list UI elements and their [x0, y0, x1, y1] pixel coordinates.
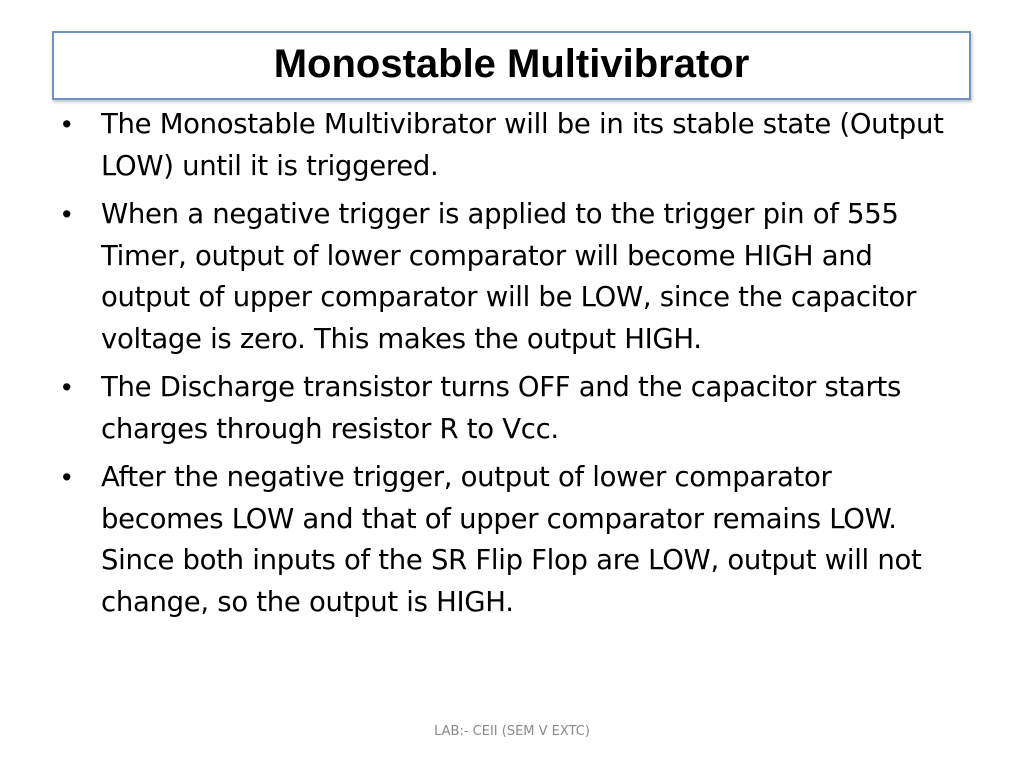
bullet-text: The Monostable Multivibrator will be in its stable state (Output LOW) until it is triggered.	[101, 108, 944, 182]
bullet-text: The Discharge transistor turns OFF and the capacitor starts charges through resistor R to Vcc.	[101, 371, 901, 445]
slide-footer: LAB:- CEII (SEM V EXTC)	[434, 724, 590, 739]
bullet-marker: •	[62, 372, 72, 402]
bullet-text: After the negative trigger, output of lower comparator becomes LOW and that of upper comparator remains LOW. Since both inputs of the SR Flip Flop are LOW, output will not change, so the output is HIGH.	[101, 461, 922, 618]
bullet-marker: •	[62, 462, 72, 492]
bullet-text: When a negative trigger is applied to the trigger pin of 555 Timer, output of lower comparator will become HIGH and output of upper comparator will be LOW, since the capacitor voltage is zero. This makes the output HIGH.	[101, 198, 917, 355]
bullet-list	[62, 104, 962, 630]
bullet-item	[62, 104, 962, 187]
bullet-item	[62, 367, 962, 450]
bullet-marker: •	[62, 109, 72, 139]
slide-title: Monostable Multivibrator	[273, 42, 750, 86]
bullet-item	[62, 457, 962, 623]
bullet-item	[62, 194, 962, 360]
bullet-marker: •	[62, 199, 72, 229]
title-box	[52, 31, 971, 100]
